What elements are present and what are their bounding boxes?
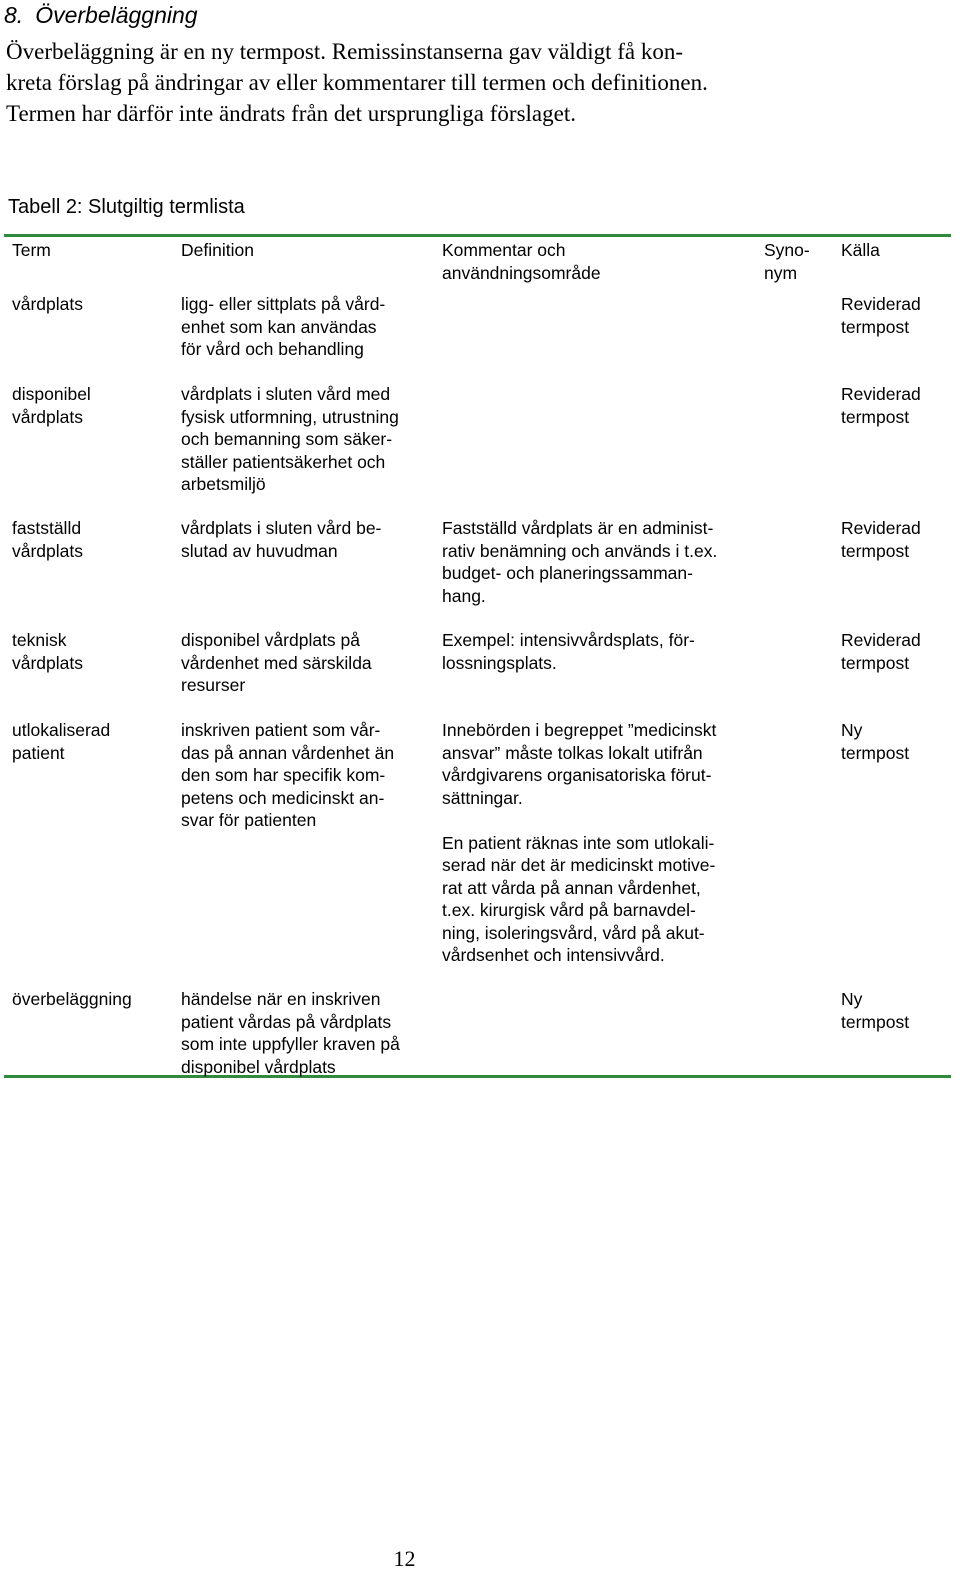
cell-line: das på annan vårdenhet än xyxy=(181,742,395,763)
definition-cell xyxy=(181,629,372,697)
cell-line: En patient räknas inte som utlokali- xyxy=(442,832,715,853)
cell-line: serad när det är medicinskt motive- xyxy=(442,855,716,875)
comment-cell xyxy=(442,517,717,607)
definition-cell xyxy=(181,719,394,832)
cell-line: fastställd xyxy=(12,518,82,538)
cell-line: termpost xyxy=(841,540,910,561)
definition-cell xyxy=(181,293,385,361)
term-cell xyxy=(12,719,110,764)
cell-line: patient xyxy=(12,742,65,763)
term-cell xyxy=(12,988,132,1011)
cell-line: svar för patienten xyxy=(181,810,317,830)
cell-line: som inte uppfyller kraven på xyxy=(181,1034,400,1054)
cell-line: utlokaliserad xyxy=(12,720,111,740)
section-number: 8. xyxy=(4,2,24,28)
cell-line: ning, isoleringsvård, vård på akut- xyxy=(442,922,705,943)
term-cell xyxy=(12,383,91,428)
cell-line: petens och medicinskt an- xyxy=(181,787,385,808)
intro-line: kreta förslag på ändringar av eller kommentarer till termen och definitionen. xyxy=(6,70,708,95)
cell-line: Ny xyxy=(841,720,863,740)
header-definition-cell xyxy=(181,239,254,262)
cell-line: termpost xyxy=(841,406,910,427)
cell-line: vårdsenhet och intensivvård. xyxy=(442,945,665,965)
cell-line: händelse när en inskriven xyxy=(181,989,381,1009)
cell-line: Reviderad xyxy=(841,294,921,314)
cell-line: vårdplats xyxy=(12,294,84,314)
term-cell xyxy=(12,293,83,316)
comment-paragraph xyxy=(442,832,716,967)
cell-line: patient vårdas på vårdplats xyxy=(181,1011,392,1032)
cell-line: resurser xyxy=(181,675,246,695)
cell-line: vårdgivarens organisatoriska förut- xyxy=(442,765,712,785)
section-title: Överbeläggning xyxy=(35,2,198,28)
cell-line: Definition xyxy=(181,240,254,260)
cell-line: Reviderad xyxy=(841,518,921,538)
cell-line: vårdplats xyxy=(12,652,84,673)
cell-line: den som har specifik kom- xyxy=(181,765,386,785)
cell-line: teknisk xyxy=(12,630,67,650)
cell-line: vårdenhet med särskilda xyxy=(181,652,372,673)
table-row xyxy=(4,629,951,719)
cell-line: inskriven patient som vår- xyxy=(181,720,381,740)
cell-line: Kommentar och xyxy=(442,240,566,260)
cell-line: Reviderad xyxy=(841,384,921,404)
cell-line: slutad av huvudman xyxy=(181,540,338,561)
cell-line: ligg- eller sittplats på vård- xyxy=(181,294,386,314)
source-cell xyxy=(841,293,921,338)
cell-line: Innebörden i begreppet ”medicinskt xyxy=(442,720,717,740)
intro-line: Överbeläggning är en ny termpost. Remissinstanserna gav väldigt få kon- xyxy=(6,39,684,64)
cell-line: vårdplats xyxy=(12,540,84,561)
table-row xyxy=(4,719,951,988)
cell-line: budget- och planeringssamman- xyxy=(442,563,693,583)
cell-line: termpost xyxy=(841,1011,910,1032)
cell-line: och bemanning som säker- xyxy=(181,429,393,449)
cell-line: t.ex. kirurgisk vård på barnavdel- xyxy=(442,900,696,920)
source-cell xyxy=(841,719,909,764)
cell-line: rativ benämning och används i t.ex. xyxy=(442,540,718,561)
comment-cell xyxy=(442,719,716,967)
cell-line: lossningsplats. xyxy=(442,652,557,673)
cell-line: disponibel xyxy=(12,384,91,404)
comment-paragraph xyxy=(442,719,716,809)
cell-line: Fastställd vårdplats är en administ- xyxy=(442,518,714,538)
table-row xyxy=(4,988,951,1075)
comment-paragraph xyxy=(442,517,717,607)
cell-line: Exempel: intensivvårdsplats, för- xyxy=(442,630,695,650)
cell-line: rat att vårda på annan vårdenhet, xyxy=(442,877,701,898)
header-source-cell xyxy=(841,239,880,262)
source-cell xyxy=(841,988,909,1033)
table-row xyxy=(4,293,951,383)
cell-line: Syno- xyxy=(764,240,810,260)
cell-line: nym xyxy=(764,262,798,283)
header-synonym-cell xyxy=(764,239,810,284)
table-header-row xyxy=(4,239,951,297)
cell-line: Reviderad xyxy=(841,630,921,650)
definition-cell xyxy=(181,988,400,1078)
header-comment-cell xyxy=(442,239,601,284)
section-heading xyxy=(4,0,198,30)
cell-line: fysisk utformning, utrustning xyxy=(181,406,399,427)
cell-line: termpost xyxy=(841,316,910,337)
cell-line: hang. xyxy=(442,585,486,606)
intro-line: Termen har därför inte ändrats från det ursprungliga förslaget. xyxy=(6,101,576,126)
cell-line: disponibel vårdplats på xyxy=(181,630,361,650)
page-number: 12 xyxy=(393,1546,416,1571)
intro-paragraph xyxy=(6,36,951,129)
cell-line: överbeläggning xyxy=(12,989,132,1009)
cell-line: enhet som kan användas xyxy=(181,316,377,337)
comment-cell xyxy=(442,629,695,674)
cell-line: disponibel vårdplats xyxy=(181,1056,336,1077)
cell-line: termpost xyxy=(841,652,910,673)
definition-cell xyxy=(181,383,399,496)
table-caption: Tabell 2: Slutgiltig termlista xyxy=(8,196,245,218)
cell-line: Ny xyxy=(841,989,863,1009)
cell-line: användningsområde xyxy=(442,262,601,283)
source-cell xyxy=(841,383,921,428)
cell-line: vårdplats i sluten vård be- xyxy=(181,518,382,538)
cell-line: för vård och behandling xyxy=(181,339,364,359)
source-cell xyxy=(841,629,921,674)
cell-line: sättningar. xyxy=(442,787,523,808)
cell-line: ställer patientsäkerhet och xyxy=(181,451,386,472)
cell-line: ansvar” måste tolkas lokalt utifrån xyxy=(442,742,703,763)
cell-line: Term xyxy=(12,240,51,260)
cell-line: Källa xyxy=(841,240,880,260)
cell-line: vårdplats xyxy=(12,406,84,427)
cell-line: arbetsmiljö xyxy=(181,474,266,494)
source-cell xyxy=(841,517,921,562)
cell-line: termpost xyxy=(841,742,910,763)
cell-line: vårdplats i sluten vård med xyxy=(181,384,391,404)
comment-paragraph xyxy=(442,629,695,674)
table-row xyxy=(4,517,951,629)
term-cell xyxy=(12,629,83,674)
term-table xyxy=(4,234,951,1078)
term-cell xyxy=(12,517,83,562)
header-term-cell xyxy=(12,239,51,262)
definition-cell xyxy=(181,517,381,562)
table-row xyxy=(4,383,951,517)
